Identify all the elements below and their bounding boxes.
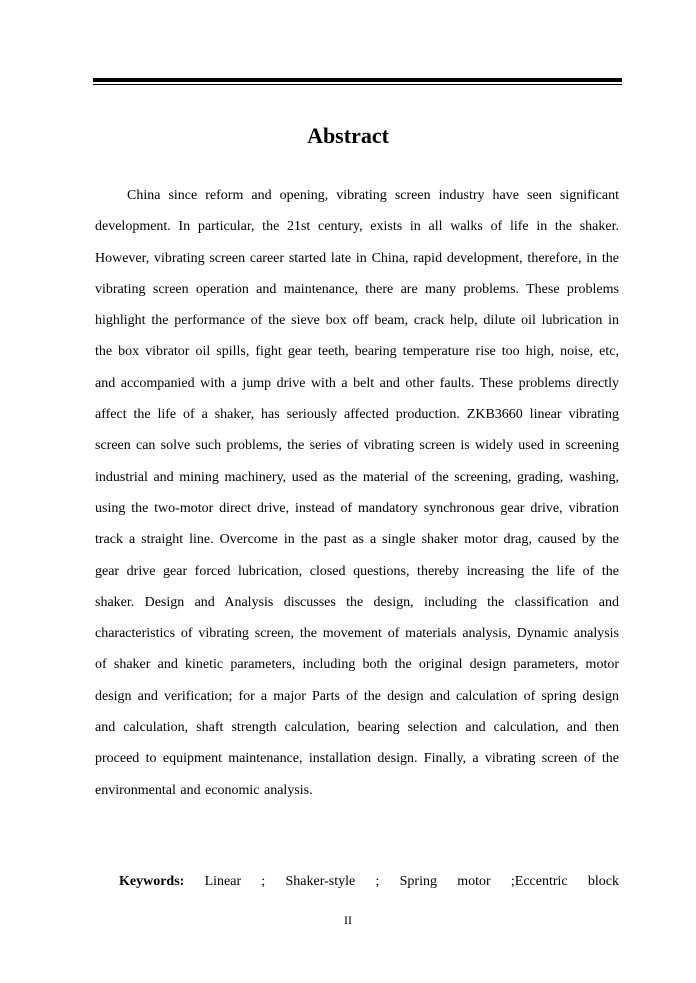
abstract-paragraph: China since reform and opening, vibrating screen industry have seen significant development. In particular, the 21st century, exists in all walks of life in the shaker. However, vibrating screen career started late in China, rapid development, therefore, in the vibrating screen operation and maintenance, there are many problems. These problems highlight the performance of the sieve box off beam, crack help, dilute oil lubrication in the box vibrator oil spills, fight gear teeth, bearing temperature rise too high, noise, etc, and accompanied with a jump drive with a belt and other faults. These problems directly affect the life of a shaker, has seriously affected production. ZKB3660 linear vibrating screen can solve such problems, the series of vibrating screen is widely used in screening industrial and mining machinery, used as the material of the screening, grading, washing, using the two-motor direct drive, instead of mandatory synchronous gear drive, vibration track a straight line. Overcome in the past as a single shaker motor drag, caused by the gear drive gear forced lubrication, closed questions, thereby increasing the life of the shaker. Design and Analysis discusses the design, including the classification and characteristics of vibrating screen, the movement of materials analysis, Dynamic analysis of shaker and kinetic parameters, including both the original design parameters, motor design and verification; for a major Parts of the design and calculation of spring design and calculation, shaft strength calculation, bearing selection and calculation, and then proceed to equipment maintenance, installation design. Finally, a vibrating screen of the environmental and economic analysis. xyxy=(95,188,619,798)
page-title: Abstract xyxy=(307,123,389,148)
keywords-list: Linear ; Shaker-style ; Spring motor ;Eccentric block xyxy=(204,874,620,889)
keywords-label: Keywords: xyxy=(119,874,185,889)
page-number: II xyxy=(344,913,352,927)
header-rule-thick xyxy=(93,78,622,82)
header-rule-thin xyxy=(93,84,622,85)
keywords-line xyxy=(95,866,619,897)
